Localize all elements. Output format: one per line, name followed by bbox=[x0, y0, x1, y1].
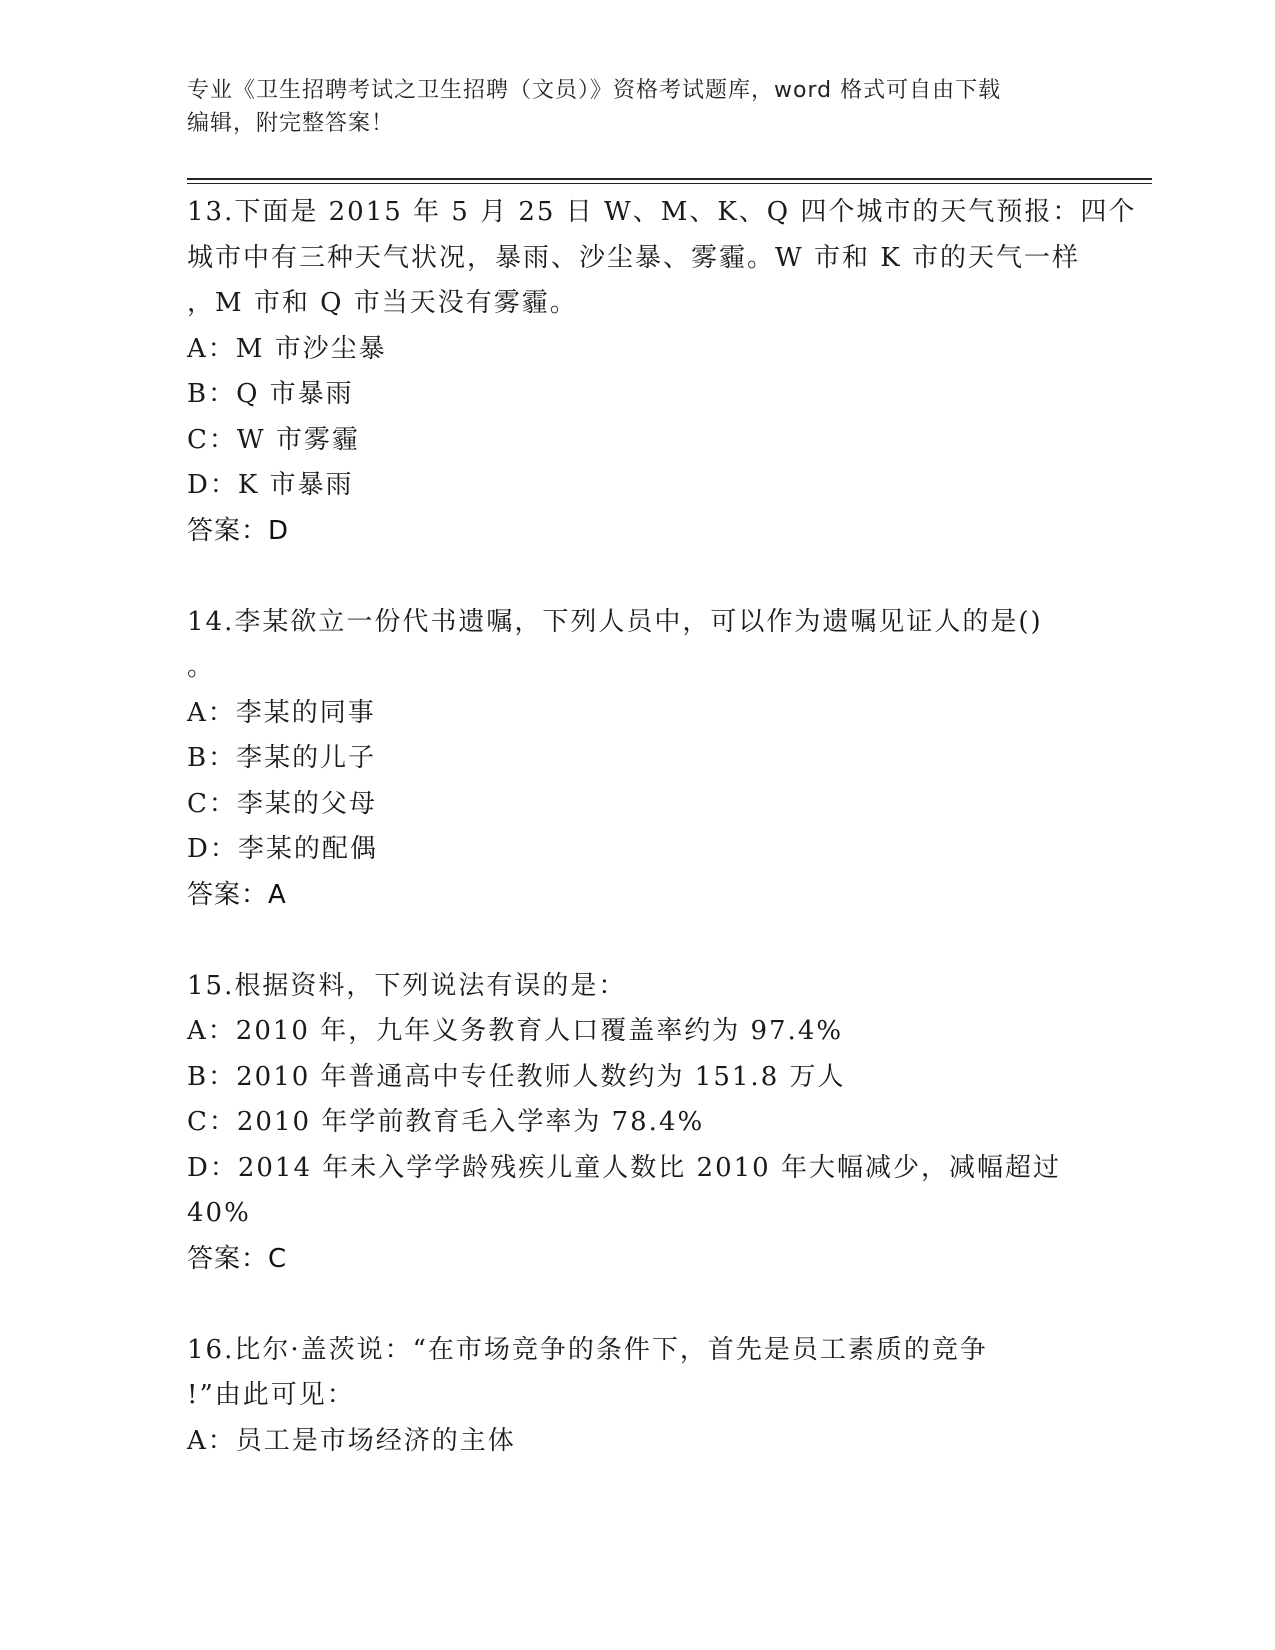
option-a: A：2010 年，九年义务教育人口覆盖率约为 97.4% bbox=[187, 1016, 844, 1046]
option-a: A：M 市沙尘暴 bbox=[187, 333, 387, 364]
question-text: 。 bbox=[187, 652, 216, 682]
option-b: B：李某的儿子 bbox=[187, 743, 377, 773]
question-list bbox=[187, 190, 1137, 1464]
answer-line: 答案：D bbox=[187, 515, 290, 546]
option-d: D：2014 年未入学学龄残疾儿童人数比 2010 年大幅减少，减幅超过 bbox=[187, 1152, 1061, 1183]
option-a: A：员工是市场经济的主体 bbox=[187, 1425, 516, 1456]
document-header bbox=[187, 74, 1067, 140]
option-b: B：Q 市暴雨 bbox=[187, 379, 354, 409]
option-d: D：K 市暴雨 bbox=[187, 470, 354, 500]
header-line-1: 专业《卫生招聘考试之卫生招聘（文员）》资格考试题库，word 格式可自由下载 bbox=[187, 78, 1002, 103]
option-c: C：2010 年学前教育毛入学率为 78.4% bbox=[187, 1107, 705, 1137]
option-b: B：2010 年普通高中专任教师人数约为 151.8 万人 bbox=[187, 1061, 846, 1092]
question-text: 14.李某欲立一份代书遗嘱，下列人员中，可以作为遗嘱见证人的是() bbox=[187, 606, 1043, 637]
spacer bbox=[187, 918, 1087, 964]
question-16 bbox=[187, 1328, 1087, 1465]
header-line-2: 编辑，附完整答案！ bbox=[187, 111, 395, 136]
question-15 bbox=[187, 964, 1087, 1328]
option-d: D：李某的配偶 bbox=[187, 834, 378, 864]
question-14 bbox=[187, 600, 1087, 964]
option-c: C：W 市雾霾 bbox=[187, 424, 360, 455]
question-text: 城市中有三种天气状况，暴雨、沙尘暴、雾霾。W 市和 K 市的天气一样 bbox=[187, 242, 1080, 273]
option-c: C：李某的父母 bbox=[187, 788, 377, 819]
question-text: ，M 市和 Q 市当天没有雾霾。 bbox=[187, 288, 578, 318]
answer-line: 答案：A bbox=[187, 879, 287, 910]
answer-line: 答案：C bbox=[187, 1243, 288, 1274]
question-text: !”由此可见： bbox=[187, 1380, 355, 1410]
header-divider-thick bbox=[187, 178, 1152, 180]
option-a: A：李某的同事 bbox=[187, 697, 376, 728]
spacer bbox=[187, 1282, 1087, 1328]
spacer bbox=[187, 554, 1087, 600]
question-text: 16.比尔·盖茨说：“在市场竞争的条件下，首先是员工素质的竞争 bbox=[187, 1334, 988, 1365]
question-text: 13.下面是 2015 年 5 月 25 日 W、M、K、Q 四个城市的天气预报：四个 bbox=[187, 197, 1137, 227]
question-13 bbox=[187, 190, 1137, 600]
option-d-continued: 40% bbox=[187, 1198, 251, 1228]
header-divider-thin bbox=[187, 183, 1152, 184]
question-text: 15.根据资料，下列说法有误的是： bbox=[187, 970, 627, 1001]
